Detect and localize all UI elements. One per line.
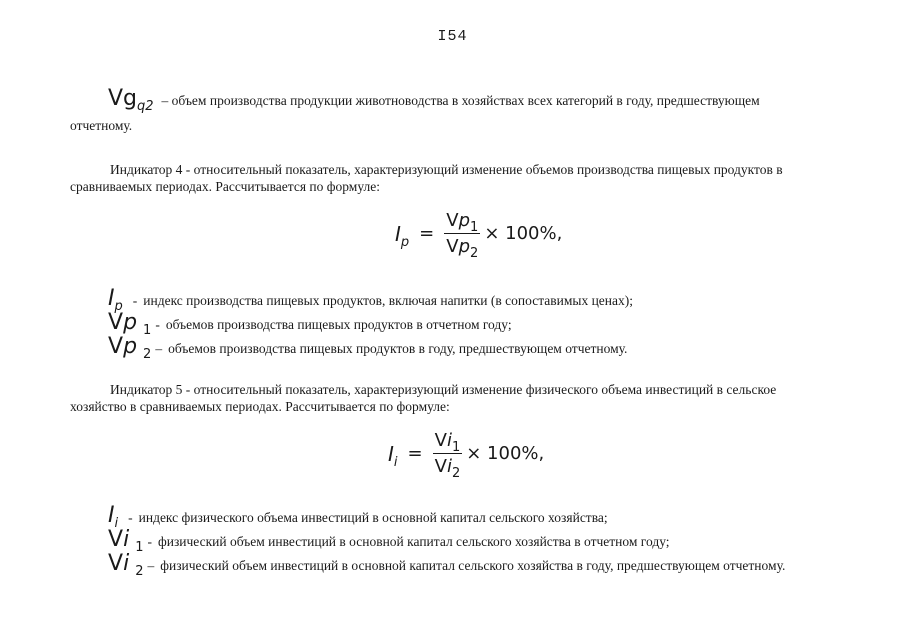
formula-ip-fraction xyxy=(444,210,480,261)
indicator5-definitions xyxy=(108,503,786,579)
formula-ip-lhs: $I_p$ xyxy=(395,221,410,250)
indicator4-line2: сравниваемых периодах. Рассчитывается по формуле: xyxy=(70,179,380,194)
formula-ii-fraction xyxy=(433,430,463,481)
intro-text-continuation: отчетному. xyxy=(70,118,133,133)
definition-ii: $I_i$ - индекс физического объема инвестиций в основной капитал сельского хозяйства; xyxy=(108,503,608,531)
formula-ip-suffix: × 100%, xyxy=(484,223,563,244)
intro-definition xyxy=(108,86,883,114)
formula-ii-numerator: $Vi_1$ xyxy=(434,430,461,455)
formula-ip xyxy=(395,210,563,261)
formula-ii-lhs: $I_i$ xyxy=(388,441,398,470)
indicator5-line2: хозяйство в сравниваемых периодах. Рассчитывается по формуле: xyxy=(70,399,450,414)
definition-vi1: Vi $_1$ - физический объем инвестиций в основной капитал сельского хозяйства в отчетном году; xyxy=(108,527,670,555)
formula-ii xyxy=(388,430,545,481)
equals-sign: = xyxy=(419,223,435,244)
page-number: I54 xyxy=(437,28,468,45)
intro-text: – объем производства продукции животноводства в хозяйствах всех категорий в году, предшествующем xyxy=(161,93,760,108)
equals-sign: = xyxy=(407,443,423,464)
indicator4-definitions xyxy=(108,286,634,362)
indicator5-line1: Индикатор 5 - относительный показатель, характеризующий изменение физического объема инвестиций в сельское xyxy=(110,382,777,397)
definition-vp2: Vp $_2$ – объемов производства пищевых продуктов в году, предшествующем отчетному. xyxy=(108,334,628,362)
definition-vp1: Vp $_1$ - объемов производства пищевых продуктов в отчетном году; xyxy=(108,310,512,338)
definition-ip: $I_p$ - индекс производства пищевых продуктов, включая напитки (в сопоставимых ценах); xyxy=(108,286,634,314)
formula-ii-denominator: $Vi_2$ xyxy=(434,456,461,481)
formula-ii-suffix: × 100%, xyxy=(466,443,545,464)
formula-ip-numerator: $Vp_1$ xyxy=(446,210,479,235)
vg-symbol: $Vg_{q2}$ xyxy=(108,86,154,114)
formula-ip-denominator: $Vp_2$ xyxy=(446,236,479,261)
indicator4-line1: Индикатор 4 - относительный показатель, характеризующий изменение объемов производства пищевых продуктов в xyxy=(110,162,783,177)
definition-vi2: Vi $_2$ – физический объем инвестиций в основной капитал сельского хозяйства в году, предшествующем отчетному. xyxy=(108,551,786,579)
